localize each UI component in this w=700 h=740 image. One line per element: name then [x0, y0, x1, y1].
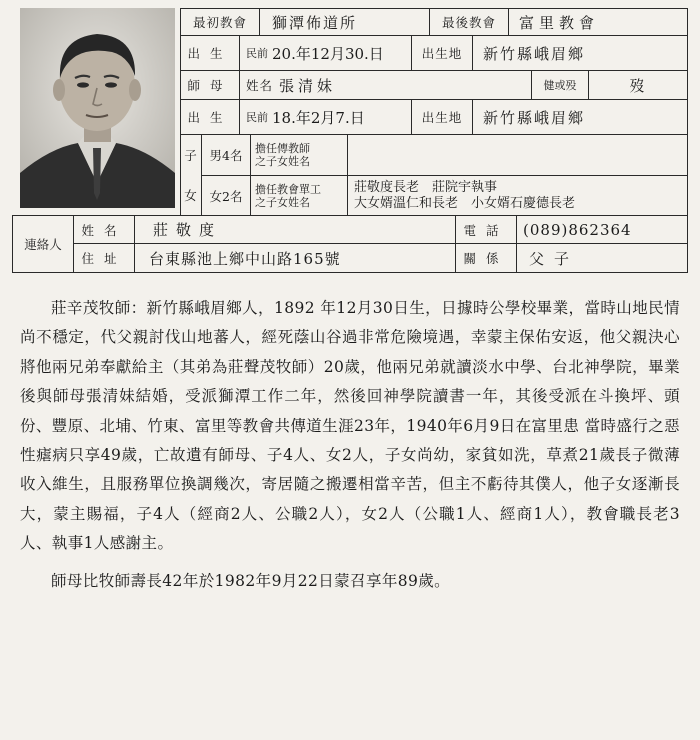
daughters-value-line2: 大女婿溫仁和長老 小女婿石慶德長老: [354, 195, 576, 211]
phone-value: (089)862364: [516, 215, 688, 244]
spouse-birth-place-value: 新竹縣峨眉鄉: [472, 99, 688, 135]
spouse-role-label: 師母: [180, 70, 240, 100]
birth-place-value: 新竹縣峨眉鄉: [472, 35, 688, 71]
sons-desc: [250, 134, 348, 176]
contact-name-label: 姓名: [73, 215, 135, 244]
spouse-birth-era: 民前: [246, 111, 268, 124]
spouse-birth-date: [239, 99, 412, 135]
biography-paragraph-1: 莊辛茂牧師：新竹縣峨眉鄉人，1892 年12月30日生，日據時公學校畢業，當時山地民情尚不穩定，代父親討伐山地蕃人，經死蔭山谷過非常危險境遇，幸蒙主保佑安返，他父親決心將他兩兄弟奉獻給主（其弟為莊聲茂牧師）20歲，他兩兄弟就讀淡水中學、台北神學院，畢業後與師母張清妹結婚，受派獅潭工作二年，然後回神學院讀書一年，其後受派在斗換坪、頭份、豐原、北埔、竹東、富里等教會共傳道生涯23年，1940年6月9日在富里患 當時盛行之惡性瘧病只享49歲，亡故遺有師母、子4人、女2人，子女尚幼，家貧如洗，草煮21歲長子微薄收入維生，且服務單位換調幾次，寄居隨之搬遷相當辛苦，但主不虧待其僕人，他子女逐漸長大，蒙主賜福，子4人（經商2人、公職2人），女2人（公職1人、經商1人），教會職長老3人、執事1人感謝主。: [20, 299, 680, 553]
birth-date-value: 20.年12月30.日: [272, 44, 384, 63]
spouse-name-label: 姓名: [246, 78, 274, 93]
spouse-name: [239, 70, 532, 100]
daughters-count: 女2名: [201, 175, 251, 216]
phone-label: 電話: [455, 215, 517, 244]
daughters-value: [347, 175, 688, 216]
portrait-image: [20, 8, 175, 208]
daughters-value-line1: 莊敬度長老 莊院宇執事: [354, 179, 498, 195]
spouse-birth-date-value: 18.年2月7.日: [272, 108, 365, 127]
relation-label: 關係: [455, 243, 517, 273]
last-church-label: 最後教會: [429, 8, 509, 36]
children-label-bottom: 女: [184, 188, 198, 203]
birth-era: 民前: [246, 47, 268, 60]
sons-desc-line2: 之子女姓名: [255, 155, 310, 168]
biography-paragraph-2: 師母比牧師壽長42年於1982年9月22日蒙召享年89歲。: [51, 571, 451, 590]
birth-label: 出生: [180, 35, 240, 71]
spouse-status-label: 健或殁: [531, 70, 589, 100]
birth-place-label: 出生地: [411, 35, 473, 71]
last-church-value: 富里教會: [508, 8, 688, 36]
birth-date: [239, 35, 412, 71]
address-value: 台東縣池上鄉中山路165號: [134, 243, 456, 273]
contact-name-value: 莊敬度: [134, 215, 456, 244]
relation-value: 父子: [516, 243, 688, 273]
spouse-birth-place-label: 出生地: [411, 99, 473, 135]
daughters-desc-line2: 之子女姓名: [255, 195, 310, 209]
spouse-name-value: 張清妹: [279, 76, 337, 95]
biography: [20, 294, 680, 596]
spouse-status-value: 歿: [588, 70, 688, 100]
daughters-desc: [250, 175, 348, 216]
contact-label: 連絡人: [12, 215, 74, 273]
address-label: 住址: [73, 243, 135, 273]
spouse-birth-label: 出生: [180, 99, 240, 135]
sons-value: [347, 134, 688, 176]
first-church-value: 獅潭佈道所: [259, 8, 430, 36]
children-group-label: [180, 134, 202, 216]
portrait-photo: [20, 8, 175, 208]
sons-count: 男4名: [201, 134, 251, 176]
children-label-top: 子: [184, 148, 198, 163]
daughters-desc-line1: 擔任教會單工: [255, 182, 321, 196]
first-church-label: 最初教會: [180, 8, 260, 36]
sons-desc-line1: 擔任傳教師: [255, 142, 310, 155]
